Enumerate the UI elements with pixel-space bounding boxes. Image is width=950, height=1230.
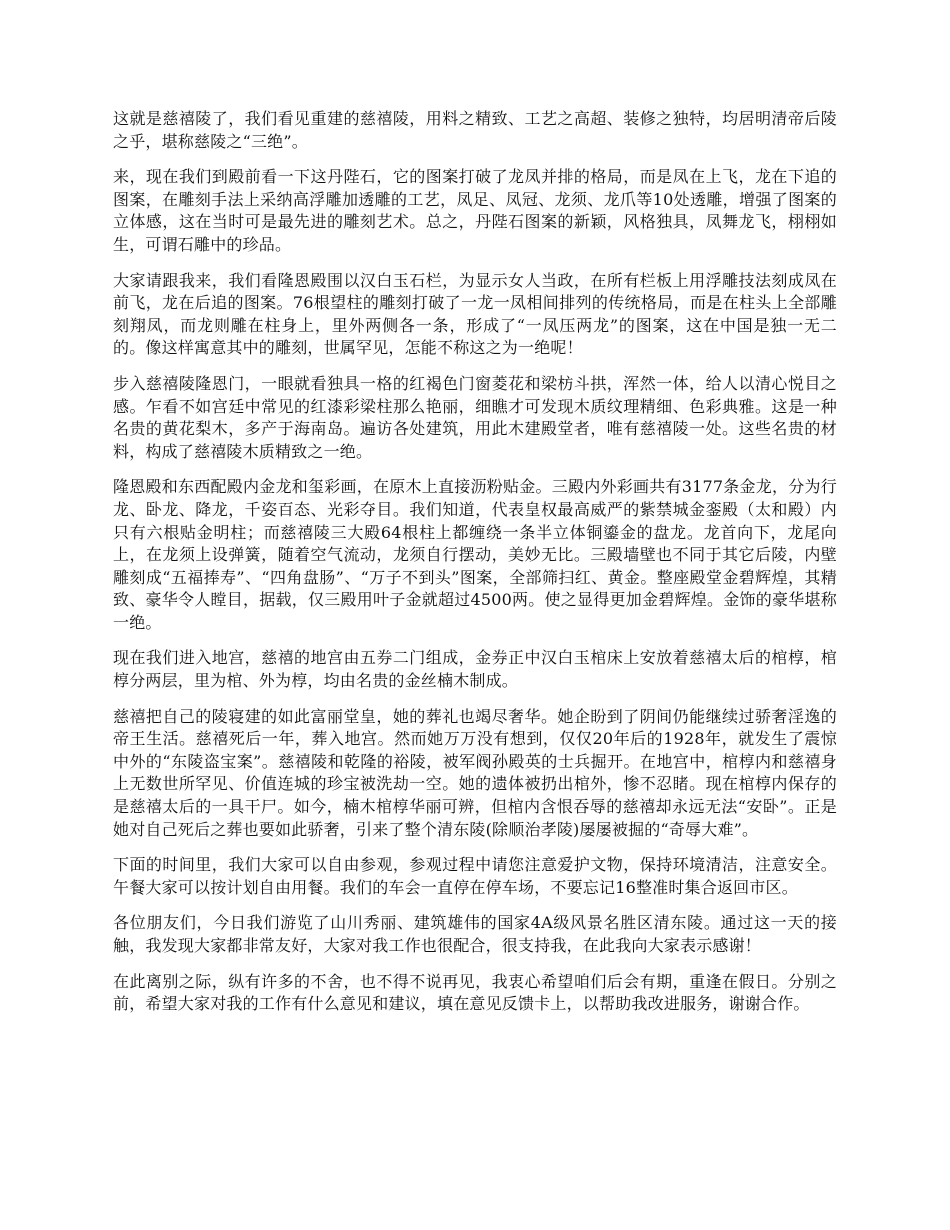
paragraph-7: 慈禧把自己的陵寝建的如此富丽堂皇，她的葬礼也竭尽奢华。她企盼到了阴间仍能继续过骄奢淫逸的帝王生活。慈禧死后一年，葬入地宫。然而她万万没有想到，仅仅20年后的1928年，就发生了震惊中外的“东陵盗宝案”。慈禧陵和乾隆的裕陵，被军阀孙殿英的士兵掘开。在地宫中，棺椁内和慈禧身上无数世所罕见、价值连城的珍宝被洗劫一空。她的遗体被扔出棺外，惨不忍睹。现在棺椁内保存的是慈禧太后的一具干尸。如今，楠木棺椁华丽可辨，但棺内含恨吞辱的慈禧却永远无法“安卧”。正是她对自己死后之葬也要如此骄奢，引来了整个清东陵(除顺治孝陵)屡屡被掘的“奇辱大难”。 bbox=[113, 706, 837, 839]
document-page bbox=[113, 108, 837, 1029]
paragraph-2: 来，现在我们到殿前看一下这丹陛石，它的图案打破了龙凤并排的格局，而是凤在上飞，龙在下追的图案，在雕刻手法上采纳高浮雕加透雕的工艺，凤足、凤冠、龙须、龙爪等10处透雕，增强了图案的立体感，这在当时可是最先进的雕刻艺术。总之，丹陛石图案的新颖，风格独具，凤舞龙飞，栩栩如生，可谓石雕中的珍品。 bbox=[113, 167, 837, 254]
paragraph-5: 隆恩殿和东西配殿内金龙和玺彩画，在原木上直接沥粉贴金。三殿内外彩画共有3177条金龙，分为行龙、卧龙、降龙，千姿百态、光彩夺目。我们知道，代表皇权最高威严的紫禁城金銮殿（太和殿）内只有六根贴金明柱；而慈禧陵三大殿64根柱上都缠绕一条半立体铜鎏金的盘龙。龙首向下，龙尾向上，在龙须上设弹簧，随着空气流动，龙须自行摆动，美妙无比。三殿墙壁也不同于其它后陵，内壁雕刻成“五福捧寿”、“四角盘肠”、“万子不到头”图案，全部筛扫红、黄金。整座殿堂金碧辉煌，其精致、豪华令人瞠目，据载，仅三殿用叶子金就超过4500两。使之显得更加金碧辉煌。金饰的豪华堪称一绝。 bbox=[113, 477, 837, 632]
paragraph-9: 各位朋友们，今日我们游览了山川秀丽、建筑雄伟的国家4A级风景名胜区清东陵。通过这一天的接触，我发现大家都非常友好，大家对我工作也很配合，很支持我，在此我向大家表示感谢！ bbox=[113, 913, 837, 955]
paragraph-10: 在此离别之际，纵有许多的不舍，也不得不说再见，我衷心希望咱们后会有期，重逢在假日。分别之前，希望大家对我的工作有什么意见和建议，填在意见反馈卡上，以帮助我改进服务，谢谢合作。 bbox=[113, 971, 837, 1014]
paragraph-3: 大家请跟我来，我们看隆恩殿围以汉白玉石栏，为显示女人当政，在所有栏板上用浮雕技法刻成凤在前飞，龙在后追的图案。76根望柱的雕刻打破了一龙一凤相间排列的传统格局，而是在柱头上全部雕刻翔凤，而龙则雕在柱身上，里外两侧各一条，形成了“一凤压两龙”的图案，这在中国是独一无二的。像这样寓意其中的雕刻，世属罕见，怎能不称这之为一绝呢！ bbox=[113, 270, 837, 358]
paragraph-8: 下面的时间里，我们大家可以自由参观，参观过程中请您注意爱护文物，保持环境清洁，注意安全。午餐大家可以按计划自由用餐。我们的车会一直停在停车场，不要忘记16整准时集合返回市区。 bbox=[113, 855, 837, 897]
paragraph-6: 现在我们进入地宫，慈禧的地宫由五券二门组成，金券正中汉白玉棺床上安放着慈禧太后的棺椁，棺椁分两层，里为棺、外为椁，均由名贵的金丝楠木制成。 bbox=[113, 648, 837, 691]
paragraph-1: 这就是慈禧陵了，我们看见重建的慈禧陵，用料之精致、工艺之高超、装修之独特，均居明清帝后陵之乎，堪称慈陵之“三绝”。 bbox=[113, 109, 837, 151]
paragraph-4: 步入慈禧陵隆恩门，一眼就看独具一格的红褐色门窗菱花和梁枋斗拱，浑然一体，给人以清心悦目之感。乍看不如宫廷中常见的红漆彩梁柱那么艳丽，细瞧才可发现木质纹理精细、色彩典雅。这是一种名贵的黄花梨木，多产于海南岛。遍访各处建筑，用此木建殿堂者，唯有慈禧陵一处。这些名贵的材料，构成了慈禧陵木质精致之一绝。 bbox=[113, 373, 837, 461]
